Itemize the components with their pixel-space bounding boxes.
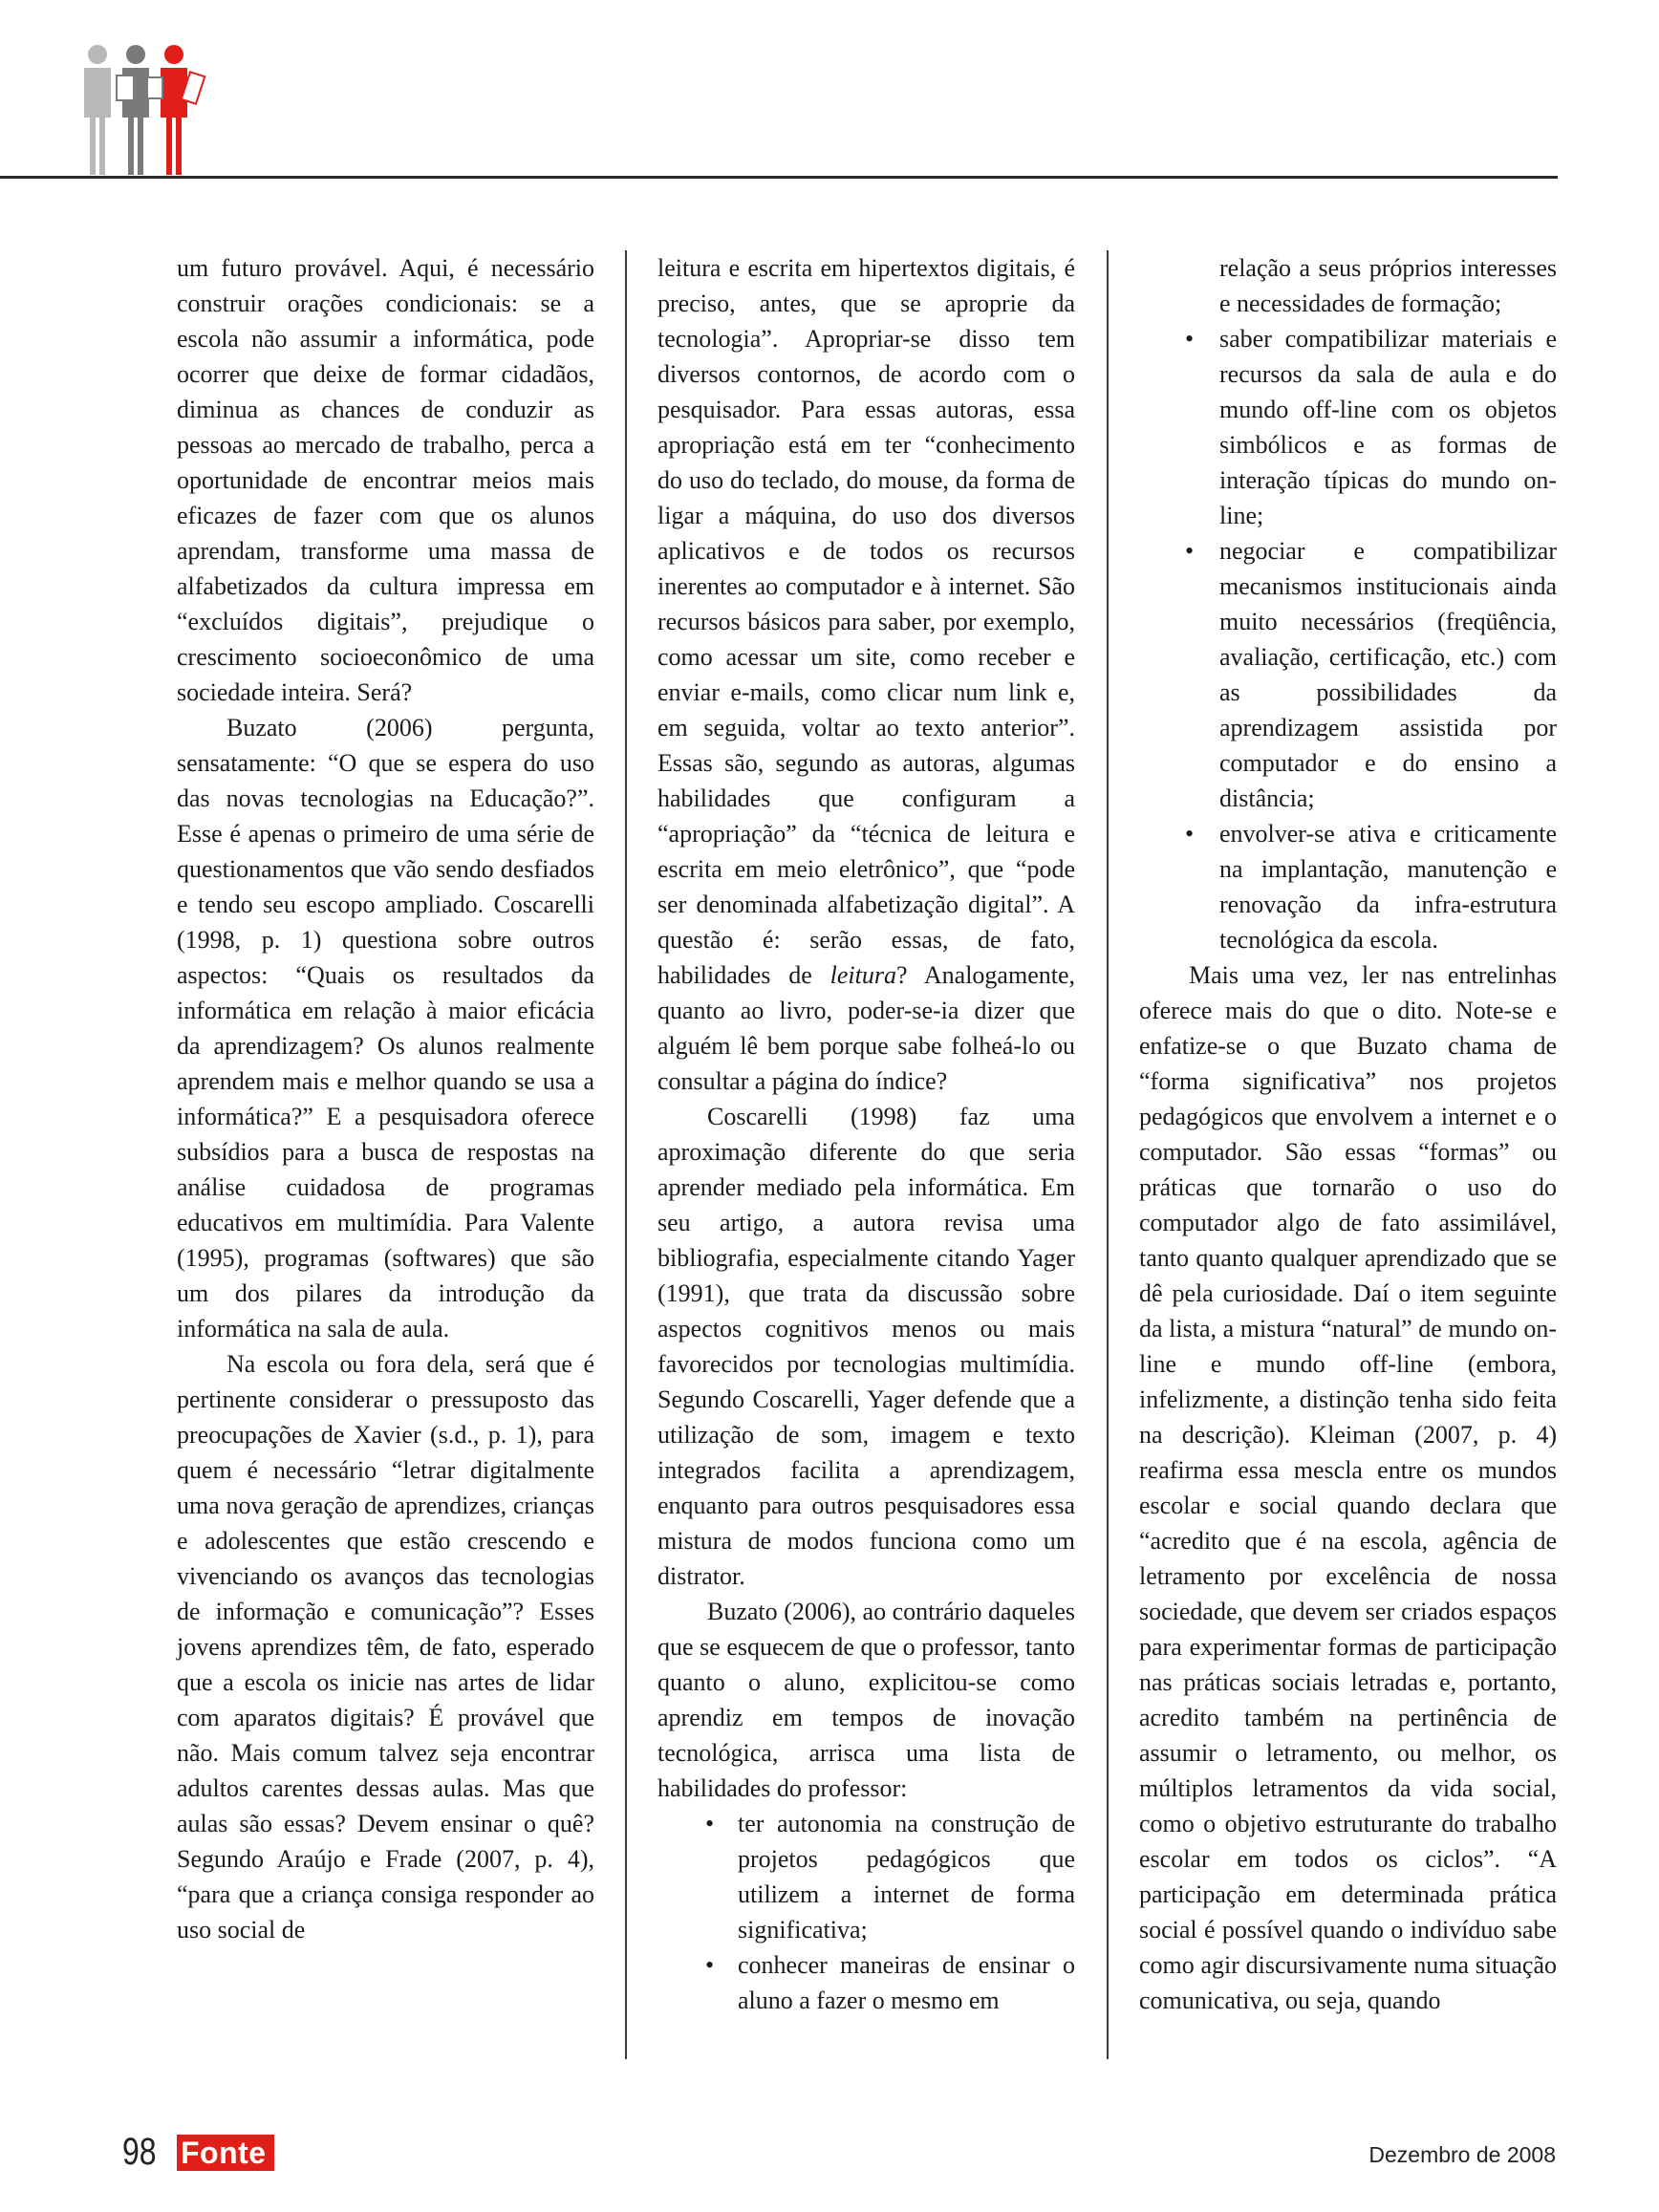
paragraph: Buzato (2006), ao contrário daqueles que se esquecem de que o professor, tanto quanto o aluno, explicitou-se como aprendiz em tempos de inovação tecnológica, arrisca uma lista de habilidades do professor:	[657, 1598, 1075, 1802]
paragraph: Mais uma vez, ler nas entrelinhas oferece mais do que o dito. Note-se e enfatize-se o que Buzato chama de “forma significativa” nos projetos pedagógicos que envolvem a internet e o computador. São essas “formas” ou práticas que tornarão o uso do computador algo de fato assimilável, tanto quanto qualquer aprendizado que se dê pela curiosidade. Daí o item seguinte da lista, a mistura “natural” de mundo on-line e mundo off-line (embora, infelizmente, a distinção tenha sido feita na descrição). Kleiman (2007, p. 4) reafirma essa mescla entre os mundos escolar e social quando declara que “acredito que é na escola, agência de letramento por excelência de nossa sociedade, que devem ser criados espaços para experimentar formas de participação nas práticas sociais letradas e, portanto, acredito também na pertinência de assumir o letramento, ou melhor, os múltiplos letramentos da vida social, como o objetivo estruturante do trabalho escolar em todos os ciclos”. “A participação em determinada prática social é possível quando o indivíduo sabe como agir discursivamente numa situação comunicativa, ou seja, quando	[1139, 961, 1557, 2014]
list-item-text: envolver-se ativa e criticamente na implantação, manutenção e renovação da infra-estrutura tecnológica da escola.	[1219, 820, 1557, 954]
page-number: 98	[122, 2131, 157, 2173]
magazine-logo: Fonte	[177, 2135, 274, 2171]
bullet-icon: •	[705, 1810, 715, 1837]
list-item	[657, 1806, 1075, 1947]
paragraph	[657, 250, 1075, 1099]
skills-list	[657, 1806, 1075, 2018]
list-item	[1139, 533, 1557, 816]
paragraph: Coscarelli (1998) faz uma aproximação diferente do que seria aprender mediado pela informática. Em seu artigo, a autora revisa uma bibliografia, especialmente citando Yager (1991), que trata da discussão sobre aspectos cognitivos menos ou mais favorecidos por tecnologias multimídia. Segundo Coscarelli, Yager defende que a utilização de som, imagem e texto integrados facilita a aprendizagem, enquanto para outros pesquisadores essa mistura de modos funciona como um distrator.	[657, 1103, 1075, 1590]
column-divider	[625, 250, 627, 2059]
list-item	[1139, 321, 1557, 533]
list-item-text: conhecer maneiras de ensinar o aluno a fazer o mesmo em	[738, 1951, 1075, 2014]
column-1	[177, 250, 594, 1947]
text-span: leitura e escrita em hipertextos digitais, é preciso, antes, que se aproprie da tecnologia”. Apropriar-se disso tem diversos contornos, de acordo com o pesquisador. Para essas autoras, essa apropriação está em ter “conhecimento do uso do teclado, do mouse, da forma de ligar a máquina, do uso dos diversos aplicativos e de todos os recursos inerentes ao computador e à internet. São recursos básicos para saber, por exemplo, como acessar um site, como receber e enviar e-mails, como clicar num link e, em seguida, voltar ao texto anterior”. Essas são, segundo as autoras, algumas habilidades que configuram a “apropriação” da “técnica de leitura e escrita em meio eletrônico”, que “pode ser denominada alfabetização digital”. A questão é: serão essas, de fato, habilidades de	[657, 254, 1075, 989]
bullet-icon: •	[1185, 325, 1195, 353]
list-item-text: ter autonomia na construção de projetos pedagógicos que utilizem a internet de forma significativa;	[738, 1810, 1075, 1944]
bullet-icon: •	[705, 1951, 715, 1979]
bullet-icon: •	[1185, 537, 1195, 565]
issue-date: Dezembro de 2008	[1368, 2142, 1556, 2167]
list-item-text: negociar e compatibilizar mecanismos institucionais ainda muito necessários (freqüência, avaliação, certificação, etc.) com as possibilidades da aprendizagem assistida por computador e do ensino a distância;	[1219, 537, 1557, 812]
column-divider	[1107, 250, 1109, 2059]
italic-term: leitura	[830, 961, 896, 989]
paragraph: um futuro provável. Aqui, é necessário construir orações condicionais: se a escola não assumir a informática, pode ocorrer que deixe de formar cidadãos, diminua as chances de conduzir as pessoas ao mercado de trabalho, perca a oportunidade de encontrar meios mais eficazes de fazer com que os alunos aprendam, transforme uma massa de alfabetizados da cultura impressa em “excluídos digitais”, prejudique o crescimento socioeconômico de uma sociedade inteira. Será?	[177, 254, 594, 706]
list-item	[1139, 816, 1557, 957]
column-3	[1139, 250, 1557, 2018]
skills-list-continued	[1139, 250, 1557, 957]
list-item-continuation: relação a seus próprios interesses e necessidades de formação;	[1219, 254, 1557, 317]
list-item-text: saber compatibilizar materiais e recursos da sala de aula e do mundo off-line com os objetos simbólicos e as formas de interação típicas do mundo on-line;	[1219, 325, 1557, 529]
paragraph: Na escola ou fora dela, será que é pertinente considerar o pressuposto das preocupações de Xavier (s.d., p. 1), para quem é necessário “letrar digitalmente uma nova geração de aprendizes, crianças e adolescentes que estão crescendo e vivenciando os avanços das tecnologias de informação e comunicação”? Esses jovens aprendizes têm, de fato, esperado que a escola os inicie nas artes de lidar com aparatos digitais? É provável que não. Mais comum talvez seja encontrar adultos carentes dessas aulas. Mas que aulas são essas? Devem ensinar o quê? Segundo Araújo e Frade (2007, p. 4), “para que a criança consiga responder ao uso social de	[177, 1350, 594, 1944]
text-span: ? Analogamente, quanto ao livro, poder-se-ia dizer que alguém lê bem porque sabe folheá-lo ou consultar a página do índice?	[657, 961, 1075, 1095]
column-2	[657, 250, 1075, 2018]
paragraph: Buzato (2006) pergunta, sensatamente: “O que se espera do uso das novas tecnologias na Educação?”. Esse é apenas o primeiro de uma série de questionamentos que vão sendo desfiados e tendo seu escopo ampliado. Coscarelli (1998, p. 1) questiona sobre outros aspectos: “Quais os resultados da informática em relação à maior eficácia da aprendizagem? Os alunos realmente aprendem mais e melhor quando se usa a informática?” E a pesquisadora oferece subsídios para a busca de respostas na análise cuidadosa de programas educativos em multimídia. Para Valente (1995), programas (softwares) que são um dos pilares da introdução da informática na sala de aula.	[177, 714, 594, 1342]
three-people-icon	[78, 43, 222, 177]
header-rule	[0, 176, 1558, 179]
list-item	[657, 1947, 1075, 2018]
bullet-icon: •	[1185, 820, 1195, 848]
